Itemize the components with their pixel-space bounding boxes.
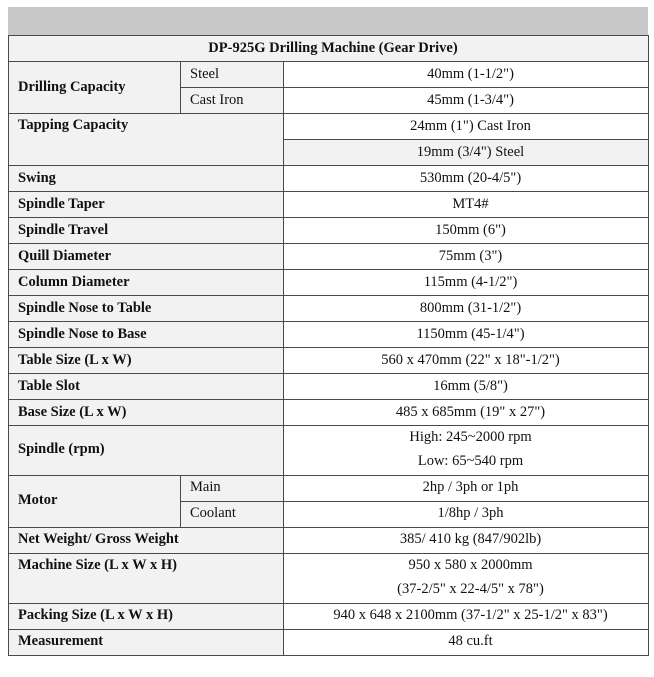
table-row bbox=[9, 629, 649, 655]
table-row bbox=[9, 400, 649, 426]
machine-size-metric: 950 x 580 x 2000mm bbox=[408, 556, 533, 573]
row-label: Table Size (L x W) bbox=[9, 348, 284, 374]
row-value: 560 x 470mm (22" x 18"-1/2") bbox=[284, 348, 649, 374]
row-label: Net Weight/ Gross Weight bbox=[9, 527, 284, 553]
spec-table bbox=[8, 35, 649, 656]
table-row bbox=[9, 296, 649, 322]
table-row bbox=[9, 374, 649, 400]
row-value: MT4# bbox=[284, 192, 649, 218]
row-label: Tapping Capacity bbox=[9, 114, 284, 166]
row-sublabel: Coolant bbox=[181, 501, 284, 527]
row-sublabel: Steel bbox=[181, 62, 284, 88]
row-value: 16mm (5/8") bbox=[284, 374, 649, 400]
row-value: 24mm (1") Cast Iron bbox=[284, 114, 649, 140]
row-value: 75mm (3") bbox=[284, 244, 649, 270]
table-row bbox=[9, 62, 649, 88]
table-row bbox=[9, 270, 649, 296]
row-label: Spindle (rpm) bbox=[9, 426, 284, 476]
row-label: Spindle Travel bbox=[9, 218, 284, 244]
row-sublabel: Cast Iron bbox=[181, 88, 284, 114]
row-value: 485 x 685mm (19" x 27") bbox=[284, 400, 649, 426]
row-value: 150mm (6") bbox=[284, 218, 649, 244]
row-label: Base Size (L x W) bbox=[9, 400, 284, 426]
table-row bbox=[9, 192, 649, 218]
row-value: 530mm (20-4/5") bbox=[284, 166, 649, 192]
row-value: 1/8hp / 3ph bbox=[284, 501, 649, 527]
row-label: Column Diameter bbox=[9, 270, 284, 296]
rpm-low: Low: 65~540 rpm bbox=[417, 452, 524, 469]
table-row bbox=[9, 553, 649, 603]
table-row bbox=[9, 348, 649, 374]
table-title: DP-925G Drilling Machine (Gear Drive) bbox=[9, 36, 649, 62]
row-value bbox=[284, 426, 649, 476]
row-label: Table Slot bbox=[9, 374, 284, 400]
row-value: 800mm (31-1/2") bbox=[284, 296, 649, 322]
row-label: Quill Diameter bbox=[9, 244, 284, 270]
row-label: Spindle Nose to Base bbox=[9, 322, 284, 348]
row-value: 2hp / 3ph or 1ph bbox=[284, 475, 649, 501]
machine-size-imperial: (37-2/5" x 22-4/5" x 78") bbox=[397, 580, 544, 597]
table-header-bar bbox=[8, 7, 648, 35]
table-row bbox=[9, 426, 649, 476]
row-label: Measurement bbox=[9, 629, 284, 655]
row-value bbox=[284, 553, 649, 603]
row-label: Spindle Nose to Table bbox=[9, 296, 284, 322]
table-row bbox=[9, 475, 649, 501]
row-sublabel: Main bbox=[181, 475, 284, 501]
table-row bbox=[9, 603, 649, 629]
row-label: Packing Size (L x W x H) bbox=[9, 603, 284, 629]
row-value: 1150mm (45-1/4") bbox=[284, 322, 649, 348]
row-value: 385/ 410 kg (847/902lb) bbox=[284, 527, 649, 553]
table-row bbox=[9, 166, 649, 192]
row-value: 19mm (3/4") Steel bbox=[284, 140, 649, 166]
rpm-high: High: 245~2000 rpm bbox=[409, 429, 532, 445]
row-value: 115mm (4-1/2") bbox=[284, 270, 649, 296]
row-label: Motor bbox=[9, 475, 181, 527]
row-label: Drilling Capacity bbox=[9, 62, 181, 114]
table-row bbox=[9, 244, 649, 270]
table-title-row bbox=[9, 36, 649, 62]
row-value: 40mm (1-1/2") bbox=[284, 62, 649, 88]
table-row bbox=[9, 322, 649, 348]
row-label: Swing bbox=[9, 166, 284, 192]
table-row bbox=[9, 218, 649, 244]
row-value: 940 x 648 x 2100mm (37-1/2" x 25-1/2" x 83") bbox=[284, 603, 649, 629]
table-row bbox=[9, 114, 649, 140]
row-label: Machine Size (L x W x H) bbox=[9, 553, 284, 603]
row-value: 45mm (1-3/4") bbox=[284, 88, 649, 114]
table-row bbox=[9, 527, 649, 553]
row-label: Spindle Taper bbox=[9, 192, 284, 218]
row-value: 48 cu.ft bbox=[284, 629, 649, 655]
